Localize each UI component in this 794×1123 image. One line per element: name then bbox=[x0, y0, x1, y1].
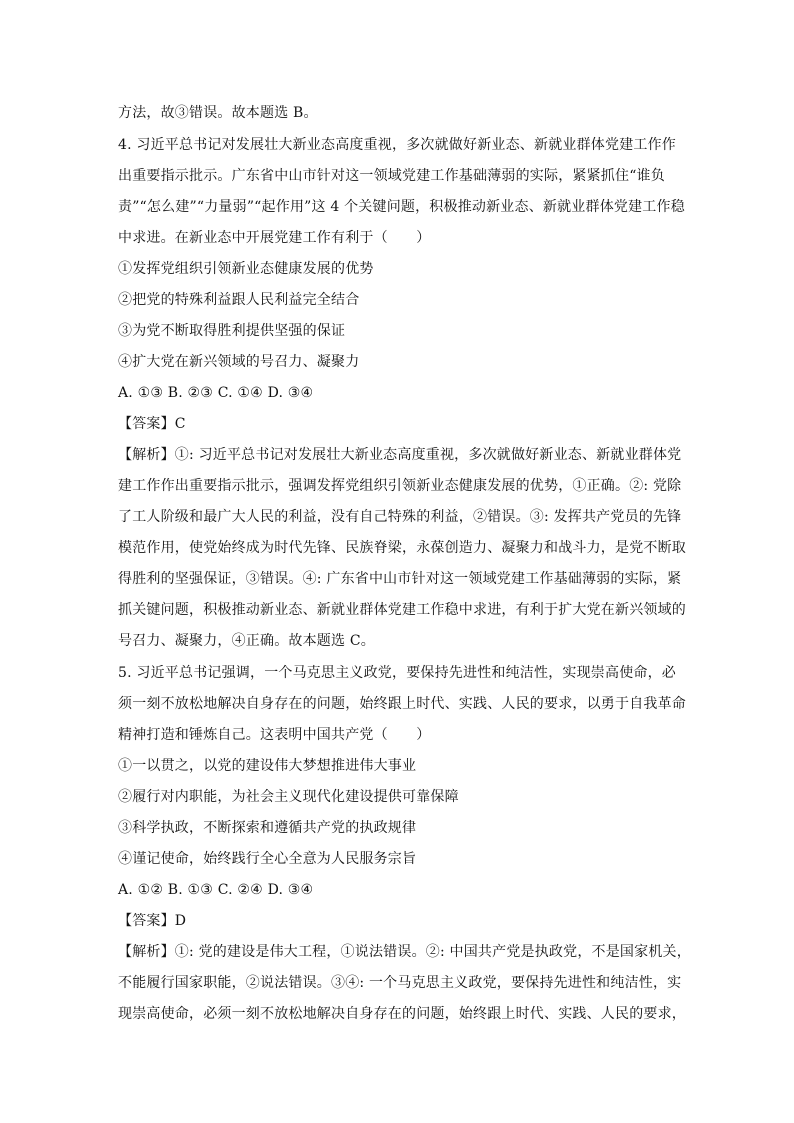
option-line: ②履行对内职能，为社会主义现代化建设提供可靠保障 bbox=[118, 789, 459, 805]
text-line: 模范作用，使党始终成为时代先锋、民族脊梁，永葆创造力、凝聚力和战斗力，是党不断取 bbox=[118, 540, 686, 556]
answer-line: 【答案】D bbox=[118, 913, 187, 929]
text-line: 号召力、凝聚力，④正确。故本题选 C。 bbox=[118, 633, 375, 649]
text-line: 了工人阶级和最广大人民的利益，没有自己特殊的利益，②错误。③: 发挥共产党员的先锋 bbox=[118, 509, 682, 525]
option-line: ③科学执政，不断探索和遵循共产党的执政规律 bbox=[118, 820, 417, 836]
text-line: 责”“怎么建”“力量弱”“起作用”这 4 个关键问题，积极推动新业态、新就业群体党建工作稳 bbox=[118, 199, 685, 215]
analysis-line: 【解析】①: 党的建设是伟大工程，①说法错误。②: 中国共产党是执政党，不是国家机关， bbox=[118, 944, 691, 960]
option-line: ④扩大党在新兴领域的号召力、凝聚力 bbox=[118, 354, 360, 370]
choices-line: A. ①③ B. ②③ C. ①④ D. ③④ bbox=[118, 385, 314, 401]
option-line: ③为党不断取得胜利提供坚强的保证 bbox=[118, 323, 346, 339]
text-line: 出重要指示批示。广东省中山市针对这一领域党建工作基础薄弱的实际，紧紧抓住“谁负 bbox=[118, 168, 665, 184]
option-line: ②把党的特殊利益跟人民利益完全结合 bbox=[118, 292, 360, 308]
text-line: 方法，故③错误。故本题选 B。 bbox=[118, 105, 318, 121]
text-line: 得胜利的坚强保证，③错误。④: 广东省中山市针对这一领域党建工作基础薄弱的实际，紧 bbox=[118, 571, 682, 587]
question-5-stem: 5. 习近平总书记强调，一个马克思主义政党，要保持先进性和纯洁性，实现崇高使命，必 bbox=[118, 665, 677, 681]
text-line: 建工作作出重要指示批示，强调发挥党组织引领新业态健康发展的优势，①正确。②: 党除 bbox=[118, 478, 682, 494]
answer-line: 【答案】C bbox=[118, 416, 186, 432]
text-line: 须一刻不放松地解决自身存在的问题，始终跟上时代、实践、人民的要求，以勇于自我革命 bbox=[118, 696, 686, 712]
question-4-stem: 4. 习近平总书记对发展壮大新业态高度重视，多次就做好新业态、新就业群体党建工作作 bbox=[118, 137, 677, 153]
option-line: ④谨记使命，始终践行全心全意为人民服务宗旨 bbox=[118, 851, 417, 867]
option-line: ①发挥党组织引领新业态健康发展的优势 bbox=[118, 261, 374, 277]
text-line: 不能履行国家职能，②说法错误。③④: 一个马克思主义政党，要保持先进性和纯洁性，实 bbox=[118, 975, 682, 991]
text-line: 中求进。在新业态中开展党建工作有利于（ ） bbox=[118, 230, 431, 246]
text-line: 现崇高使命，必须一刻不放松地解决自身存在的问题，始终跟上时代、实践、人民的要求， bbox=[118, 1006, 686, 1022]
text-line: 抓关键问题，积极推动新业态、新就业群体党建工作稳中求进，有利于扩大党在新兴领域的 bbox=[118, 602, 686, 618]
analysis-line: 【解析】①: 习近平总书记对发展壮大新业态高度重视，多次就做好新业态、新就业群体党 bbox=[118, 447, 682, 463]
choices-line: A. ①② B. ①③ C. ②④ D. ③④ bbox=[118, 882, 314, 898]
text-line: 精神打造和锤炼自己。这表明中国共产党（ ） bbox=[118, 727, 431, 743]
option-line: ①一以贯之，以党的建设伟大梦想推进伟大事业 bbox=[118, 758, 417, 774]
